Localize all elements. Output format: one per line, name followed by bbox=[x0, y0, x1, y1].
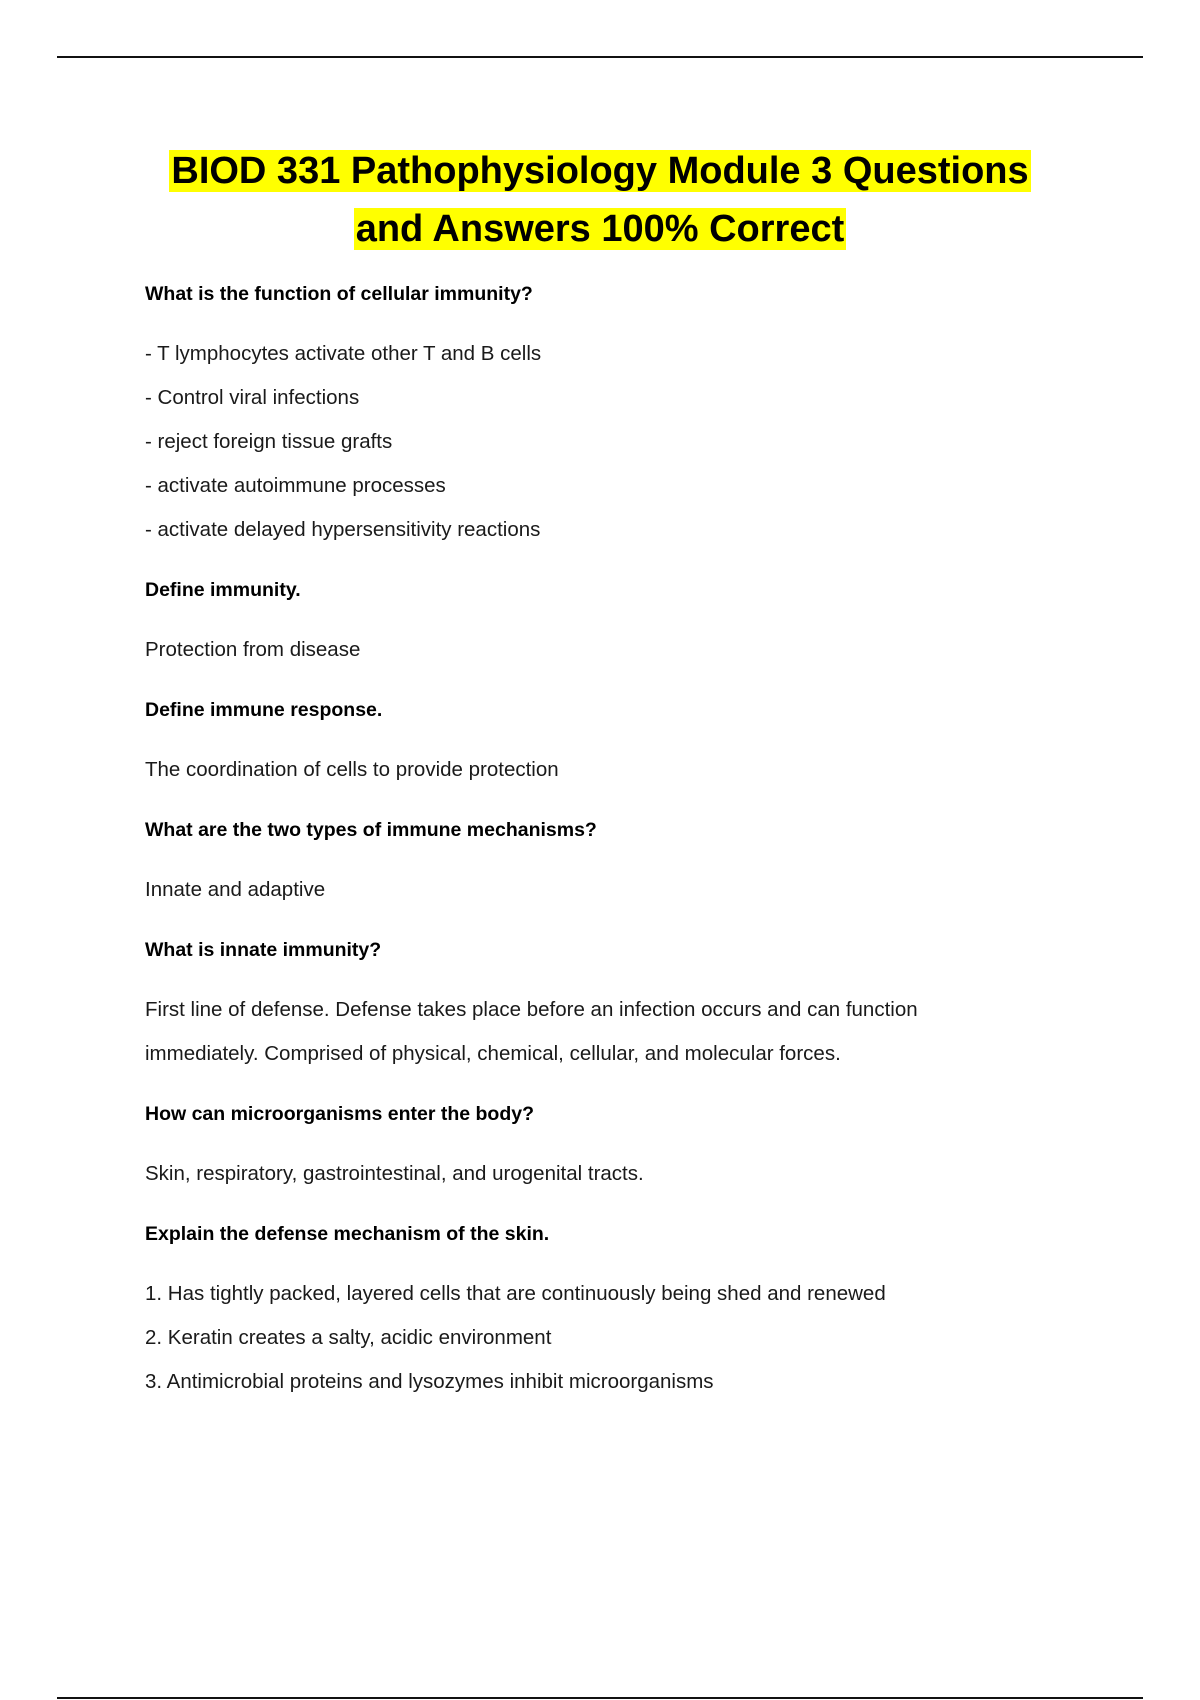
question-text: What is innate immunity? bbox=[145, 939, 382, 961]
answer-line: The coordination of cells to provide protection bbox=[145, 758, 559, 781]
top-rule bbox=[57, 56, 1143, 58]
answer-text bbox=[145, 628, 1045, 672]
qa-item bbox=[145, 688, 1045, 792]
qa-item bbox=[145, 808, 1045, 912]
qa-item bbox=[145, 568, 1045, 672]
answer-line: - Control viral infections bbox=[145, 386, 360, 409]
answer-text bbox=[145, 1152, 1045, 1196]
document-title bbox=[0, 142, 1200, 258]
question-text: Explain the defense mechanism of the skin. bbox=[145, 1223, 550, 1245]
question-text: How can microorganisms enter the body? bbox=[145, 1103, 534, 1125]
answer-line: Skin, respiratory, gastrointestinal, and urogenital tracts. bbox=[145, 1162, 644, 1185]
qa-item bbox=[145, 1212, 1045, 1404]
qa-item bbox=[145, 928, 1045, 1076]
answer-line: 1. Has tightly packed, layered cells that are continuously being shed and renewed bbox=[145, 1282, 886, 1305]
answer-line: immediately. Comprised of physical, chemical, cellular, and molecular forces. bbox=[145, 1042, 841, 1065]
qa-list bbox=[145, 272, 1045, 1420]
answer-line: Innate and adaptive bbox=[145, 878, 326, 901]
title-line-1: BIOD 331 Pathophysiology Module 3 Questions bbox=[171, 150, 1029, 192]
answer-text bbox=[145, 332, 1045, 552]
answer-line: - reject foreign tissue grafts bbox=[145, 430, 393, 453]
answer-text bbox=[145, 868, 1045, 912]
answer-line: - T lymphocytes activate other T and B cells bbox=[145, 342, 542, 365]
question-text: What is the function of cellular immunity? bbox=[145, 283, 533, 305]
answer-text bbox=[145, 1272, 1045, 1404]
answer-line: - activate delayed hypersensitivity reactions bbox=[145, 518, 541, 541]
answer-text bbox=[145, 748, 1045, 792]
answer-line: First line of defense. Defense takes place before an infection occurs and can function bbox=[145, 998, 918, 1021]
answer-line: 3. Antimicrobial proteins and lysozymes inhibit microorganisms bbox=[145, 1370, 714, 1393]
qa-item bbox=[145, 272, 1045, 552]
question-text: Define immune response. bbox=[145, 699, 383, 721]
title-line-2: and Answers 100% Correct bbox=[355, 208, 845, 250]
answer-line: - activate autoimmune processes bbox=[145, 474, 446, 497]
question-text: What are the two types of immune mechanisms? bbox=[145, 819, 597, 841]
qa-item bbox=[145, 1092, 1045, 1196]
question-text: Define immunity. bbox=[145, 579, 301, 601]
answer-line: Protection from disease bbox=[145, 638, 361, 661]
answer-text bbox=[145, 988, 1045, 1076]
answer-line: 2. Keratin creates a salty, acidic environment bbox=[145, 1326, 552, 1349]
bottom-rule bbox=[57, 1697, 1143, 1699]
